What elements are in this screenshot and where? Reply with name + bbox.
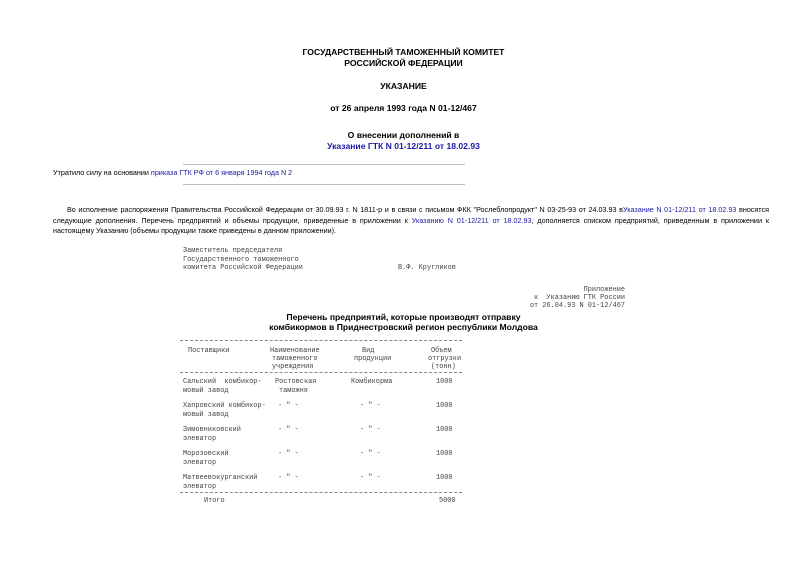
signature-line1: Заместитель председателя (183, 247, 283, 255)
row5-volume: 1000 (436, 474, 453, 482)
table-title-line1: Перечень предприятий, которые производят отправку (286, 312, 521, 322)
table-rule-total (180, 492, 462, 493)
body-link-1[interactable]: Указание N 01-12/211 от 18.02.93 (622, 205, 737, 214)
row3-customs: - " - (278, 426, 299, 434)
doc-subject: О внесении дополнений в (347, 130, 460, 140)
row2-supplier-l2: мовый завод (183, 411, 229, 419)
row1-supplier-l2: мовый завод (183, 387, 229, 395)
row1-product: Комбикорма (351, 378, 393, 386)
row4-product: - " - (360, 450, 381, 458)
row2-volume: 1000 (436, 402, 453, 410)
row3-volume: 1000 (436, 426, 453, 434)
org-title-line1: ГОСУДАРСТВЕННЫЙ ТАМОЖЕННЫЙ КОМИТЕТ (302, 47, 505, 57)
row5-customs: - " - (278, 474, 299, 482)
header-customs-l2: таможенного (272, 355, 318, 363)
status-prefix: Утратило силу на основании (53, 168, 151, 177)
row2-supplier-l1: Хапровский комбикор- (183, 402, 266, 410)
row4-volume: 1000 (436, 450, 453, 458)
total-label: Итого (204, 497, 225, 505)
row3-product: - " - (360, 426, 381, 434)
status-rule-bottom (183, 184, 465, 185)
total-value: 5000 (439, 497, 456, 505)
org-title-line2: РОССИЙСКОЙ ФЕДЕРАЦИИ (344, 58, 463, 68)
body-text-b: вносятся следующие дополнения. Перечень предприятий и объемы продукции, приведенные в приложении к (53, 205, 769, 225)
table-rule-header (180, 372, 462, 373)
doc-date-number: от 26 апреля 1993 года N 01-12/467 (330, 103, 477, 113)
row5-supplier-l2: элеватор (183, 483, 217, 491)
table-rule-top (180, 340, 462, 341)
header-volume-l1: Объем (431, 347, 452, 355)
row1-volume: 1000 (436, 378, 453, 386)
body-text-a: Во исполнение распоряжения Правительства Российской Федерации от 30.09.93 г. N 1811-р и в связи с письмом ФКК "Рослеблопродукт" N 03-25-93 от 24.03.93 в (67, 205, 623, 214)
subject-link[interactable]: Указание ГТК N 01-12/211 от 18.02.93 (327, 141, 480, 151)
doc-type: УКАЗАНИЕ (380, 81, 427, 91)
row3-supplier-l1: Зимовниковский (183, 426, 241, 434)
row4-customs: - " - (278, 450, 299, 458)
signature-line2: Государственного таможенного (183, 256, 299, 264)
row2-customs: - " - (278, 402, 299, 410)
header-customs-l3: учреждения (272, 363, 314, 371)
row4-supplier-l1: Морозовский (183, 450, 229, 458)
header-suppliers: Поставщики (188, 347, 230, 355)
header-volume-l2: отгрузки (428, 355, 462, 363)
appendix-line1: Приложение (583, 286, 625, 294)
row4-supplier-l2: элеватор (183, 459, 217, 467)
status-note (53, 167, 292, 178)
row1-supplier-l1: Сальский комбикор- (183, 378, 262, 386)
header-product-l1: Вид (362, 347, 375, 355)
row1-customs-l2: таможня (279, 387, 308, 395)
row5-product: - " - (360, 474, 381, 482)
signature-line3: комитета Российской Федерации (183, 264, 303, 272)
body-text-c: , дополняется списком предприятий, приведенным в приложении к настоящему Указанию (объемы продукции также приведены в данном приложении). (53, 215, 769, 235)
header-customs-l1: Наименование (270, 347, 320, 355)
body-paragraph (53, 205, 769, 237)
status-link[interactable]: приказа ГТК РФ от 6 января 1994 года N 2 (150, 168, 293, 177)
appendix-line3: от 26.04.93 N 01-12/467 (529, 302, 625, 310)
row2-product: - " - (360, 402, 381, 410)
status-rule-top (183, 164, 465, 165)
row1-customs-l1: Ростовская (275, 378, 317, 386)
header-product-l2: продукции (354, 355, 392, 363)
row5-supplier-l1: Матвеевокурганский (183, 474, 258, 482)
appendix-line2: к Указанию ГТК России (534, 294, 625, 302)
row3-supplier-l2: элеватор (183, 435, 217, 443)
header-volume-l3: (тонн) (431, 363, 456, 371)
body-link-2[interactable]: Указанию N 01-12/211 от 18.02.93 (411, 215, 532, 225)
table-title-line2: комбикормов в Приднестровский регион республики Молдова (269, 322, 538, 332)
signature-name: В.Ф. Кругликов (398, 264, 456, 272)
